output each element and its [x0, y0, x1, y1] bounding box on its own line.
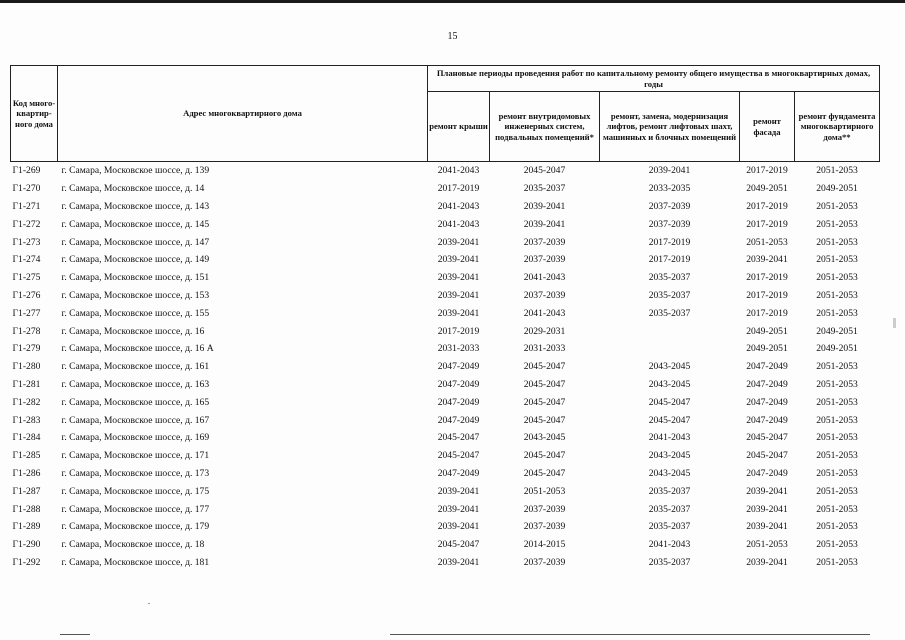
roof-cell: 2039-2041 [437, 307, 480, 319]
table-row [11, 447, 880, 465]
roof-cell: 2047-2049 [437, 414, 480, 426]
table-row [11, 536, 880, 554]
table-body [11, 162, 880, 572]
facade-cell: 2047-2049 [746, 378, 788, 390]
address-cell: г. Самара, Московское шоссе, д. 149 [61, 254, 210, 266]
roof-cell: 2047-2049 [437, 361, 480, 373]
header-row-group [11, 66, 880, 92]
address-cell: г. Самара, Московское шоссе, д. 16 [61, 325, 205, 337]
roof-cell: 2045-2047 [437, 432, 480, 444]
address-cell: г. Самара, Московское шоссе, д. 181 [61, 556, 210, 568]
facade-cell: 2049-2051 [746, 183, 788, 195]
systems-cell: 2014-2015 [523, 539, 566, 551]
foundation-cell: 2051-2053 [816, 236, 858, 248]
lifts-cell: 2041-2043 [648, 432, 691, 444]
table-row [11, 411, 880, 429]
systems-cell: 2031-2033 [523, 343, 566, 355]
header-code: Код много-квартир-ного дома [11, 66, 58, 162]
systems-cell: 2039-2041 [523, 218, 566, 230]
code-cell: Г1-290 [12, 539, 41, 551]
capital-repair-schedule-table [10, 65, 880, 571]
foundation-cell: 2051-2053 [816, 539, 858, 551]
address-cell: г. Самара, Московское шоссе, д. 139 [61, 165, 210, 177]
roof-cell: 2039-2041 [437, 236, 480, 248]
roof-cell: 2047-2049 [437, 378, 480, 390]
code-cell: Г1-271 [12, 200, 41, 212]
table-row [11, 269, 880, 287]
address-cell: г. Самара, Московское шоссе, д. 147 [61, 236, 210, 248]
table-row [11, 465, 880, 483]
facade-cell: 2051-2053 [746, 539, 788, 551]
table-row [11, 233, 880, 251]
code-cell: Г1-270 [12, 183, 41, 195]
table-row [11, 393, 880, 411]
foundation-cell: 2051-2053 [816, 503, 858, 515]
facade-cell: 2051-2053 [746, 236, 788, 248]
foundation-cell: 2051-2053 [816, 165, 858, 177]
table-row [11, 322, 880, 340]
code-cell: Г1-288 [12, 503, 41, 515]
facade-cell: 2039-2041 [746, 503, 788, 515]
systems-cell: 2045-2047 [523, 378, 566, 390]
foundation-cell: 2051-2053 [816, 200, 858, 212]
address-cell: г. Самара, Московское шоссе, д. 145 [61, 218, 210, 230]
facade-cell: 2049-2051 [746, 343, 788, 355]
foundation-cell: 2051-2053 [816, 361, 858, 373]
table-row [11, 482, 880, 500]
foundation-cell: 2051-2053 [816, 450, 858, 462]
table-row [11, 287, 880, 305]
systems-cell: 2039-2041 [523, 200, 566, 212]
header-facade: ремонт фасада [740, 92, 795, 162]
header-roof: ремонт крыши [428, 92, 490, 162]
foundation-cell: 2051-2053 [816, 556, 858, 568]
lifts-cell: 2035-2037 [648, 289, 691, 301]
table-row [11, 500, 880, 518]
address-cell: г. Самара, Московское шоссе, д. 151 [61, 272, 210, 284]
lifts-cell: 2045-2047 [648, 396, 691, 408]
roof-cell: 2017-2019 [437, 325, 480, 337]
roof-cell: 2045-2047 [437, 450, 480, 462]
roof-cell: 2017-2019 [437, 183, 480, 195]
lifts-cell [600, 322, 740, 340]
foundation-cell: 2051-2053 [816, 307, 858, 319]
foundation-cell: 2051-2053 [816, 414, 858, 426]
page-number: 15 [447, 31, 458, 42]
systems-cell: 2045-2047 [523, 396, 566, 408]
foundation-cell: 2049-2051 [816, 343, 858, 355]
code-cell: Г1-273 [12, 236, 41, 248]
facade-cell: 2039-2041 [746, 556, 788, 568]
systems-cell: 2037-2039 [523, 254, 566, 266]
code-cell: Г1-292 [12, 556, 41, 568]
roof-cell: 2039-2041 [437, 556, 480, 568]
facade-cell: 2017-2019 [746, 289, 788, 301]
facade-cell: 2039-2041 [746, 521, 788, 533]
address-cell: г. Самара, Московское шоссе, д. 153 [61, 289, 210, 301]
code-cell: Г1-289 [12, 521, 41, 533]
roof-cell: 2039-2041 [437, 289, 480, 301]
scan-speck [148, 603, 150, 604]
systems-cell: 2045-2047 [523, 165, 566, 177]
lifts-cell: 2043-2045 [648, 378, 691, 390]
address-cell: г. Самара, Московское шоссе, д. 171 [61, 450, 210, 462]
code-cell: Г1-286 [12, 467, 41, 479]
systems-cell: 2045-2047 [523, 467, 566, 479]
systems-cell: 2041-2043 [523, 307, 566, 319]
address-cell: г. Самара, Московское шоссе, д. 163 [61, 378, 210, 390]
systems-cell: 2029-2031 [523, 325, 566, 337]
facade-cell: 2017-2019 [746, 218, 788, 230]
header-address: Адрес многоквартирного дома [58, 66, 428, 162]
facade-cell: 2049-2051 [746, 325, 788, 337]
code-cell: Г1-280 [12, 361, 41, 373]
top-border-line [0, 0, 905, 3]
table-row [11, 429, 880, 447]
roof-cell: 2039-2041 [437, 272, 480, 284]
lifts-cell: 2043-2045 [648, 450, 691, 462]
facade-cell: 2047-2049 [746, 361, 788, 373]
lifts-cell: 2045-2047 [648, 414, 691, 426]
lifts-cell: 2017-2019 [648, 236, 691, 248]
code-cell: Г1-277 [12, 307, 41, 319]
lifts-cell: 2041-2043 [648, 539, 691, 551]
systems-cell: 2045-2047 [523, 414, 566, 426]
table-row [11, 304, 880, 322]
roof-cell: 2041-2043 [437, 200, 480, 212]
roof-cell: 2039-2041 [437, 521, 480, 533]
foundation-cell: 2051-2053 [816, 378, 858, 390]
code-cell: Г1-278 [12, 325, 41, 337]
lifts-cell: 2035-2037 [648, 485, 691, 497]
facade-cell: 2045-2047 [746, 432, 788, 444]
address-cell: г. Самара, Московское шоссе, д. 161 [61, 361, 210, 373]
table-row [11, 340, 880, 358]
facade-cell: 2047-2049 [746, 396, 788, 408]
lifts-cell: 2037-2039 [648, 218, 691, 230]
bottom-scan-line [60, 634, 90, 635]
lifts-cell: 2043-2045 [648, 361, 691, 373]
systems-cell: 2051-2053 [523, 485, 566, 497]
foundation-cell: 2051-2053 [816, 485, 858, 497]
roof-cell: 2047-2049 [437, 396, 480, 408]
lifts-cell: 2035-2037 [648, 307, 691, 319]
header-planned-periods: Плановые периоды проведения работ по капитальному ремонту общего имущества в многоквартирных домах, годы [428, 66, 880, 92]
roof-cell: 2031-2033 [437, 343, 480, 355]
address-cell: г. Самара, Московское шоссе, д. 16 А [61, 343, 214, 355]
roof-cell: 2039-2041 [437, 485, 480, 497]
address-cell: г. Самара, Московское шоссе, д. 179 [61, 521, 210, 533]
address-cell: г. Самара, Московское шоссе, д. 173 [61, 467, 210, 479]
code-cell: Г1-284 [12, 432, 41, 444]
facade-cell: 2039-2041 [746, 485, 788, 497]
facade-cell: 2047-2049 [746, 467, 788, 479]
header-lifts: ремонт, замена, модернизация лифтов, ремонт лифтовых шахт, машинных и блочных помещений [600, 92, 740, 162]
foundation-cell: 2051-2053 [816, 432, 858, 444]
systems-cell: 2037-2039 [523, 556, 566, 568]
foundation-cell: 2051-2053 [816, 218, 858, 230]
foundation-cell: 2051-2053 [816, 289, 858, 301]
foundation-cell: 2051-2053 [816, 467, 858, 479]
facade-cell: 2017-2019 [746, 272, 788, 284]
lifts-cell: 2035-2037 [648, 272, 691, 284]
lifts-cell [600, 340, 740, 358]
table-row [11, 251, 880, 269]
code-cell: Г1-279 [12, 343, 41, 355]
table-row [11, 162, 880, 180]
table-row [11, 198, 880, 216]
code-cell: Г1-276 [12, 289, 41, 301]
code-cell: Г1-269 [12, 165, 41, 177]
code-cell: Г1-274 [12, 254, 41, 266]
roof-cell: 2047-2049 [437, 467, 480, 479]
systems-cell: 2037-2039 [523, 289, 566, 301]
systems-cell: 2037-2039 [523, 236, 566, 248]
lifts-cell: 2039-2041 [648, 165, 691, 177]
roof-cell: 2041-2043 [437, 218, 480, 230]
roof-cell: 2045-2047 [437, 539, 480, 551]
facade-cell: 2017-2019 [746, 307, 788, 319]
table-row [11, 215, 880, 233]
address-cell: г. Самара, Московское шоссе, д. 177 [61, 503, 210, 515]
systems-cell: 2041-2043 [523, 272, 566, 284]
address-cell: г. Самара, Московское шоссе, д. 167 [61, 414, 210, 426]
address-cell: г. Самара, Московское шоссе, д. 165 [61, 396, 210, 408]
systems-cell: 2043-2045 [523, 432, 566, 444]
lifts-cell: 2033-2035 [648, 183, 691, 195]
lifts-cell: 2035-2037 [648, 556, 691, 568]
facade-cell: 2047-2049 [746, 414, 788, 426]
foundation-cell: 2049-2051 [816, 325, 858, 337]
facade-cell: 2039-2041 [746, 254, 788, 266]
systems-cell: 2035-2037 [523, 183, 566, 195]
foundation-cell: 2051-2053 [816, 254, 858, 266]
bottom-scan-line [390, 634, 870, 635]
code-cell: Г1-275 [12, 272, 41, 284]
code-cell: Г1-281 [12, 378, 41, 390]
foundation-cell: 2049-2051 [816, 183, 858, 195]
systems-cell: 2045-2047 [523, 361, 566, 373]
systems-cell: 2037-2039 [523, 503, 566, 515]
address-cell: г. Самара, Московское шоссе, д. 169 [61, 432, 210, 444]
systems-cell: 2037-2039 [523, 521, 566, 533]
foundation-cell: 2051-2053 [816, 521, 858, 533]
code-cell: Г1-272 [12, 218, 41, 230]
facade-cell: 2017-2019 [746, 200, 788, 212]
foundation-cell: 2051-2053 [816, 272, 858, 284]
table-row [11, 554, 880, 572]
scan-speck [893, 318, 896, 328]
code-cell: Г1-282 [12, 396, 41, 408]
foundation-cell: 2051-2053 [816, 396, 858, 408]
header-foundation: ремонт фундамента многоквартирного дома** [795, 92, 880, 162]
code-cell: Г1-287 [12, 485, 41, 497]
table-row [11, 518, 880, 536]
address-cell: г. Самара, Московское шоссе, д. 18 [61, 539, 205, 551]
code-cell: Г1-285 [12, 450, 41, 462]
address-cell: г. Самара, Московское шоссе, д. 175 [61, 485, 210, 497]
table-row [11, 180, 880, 198]
facade-cell: 2017-2019 [746, 165, 788, 177]
address-cell: г. Самара, Московское шоссе, д. 14 [61, 183, 205, 195]
code-cell: Г1-283 [12, 414, 41, 426]
systems-cell: 2045-2047 [523, 450, 566, 462]
lifts-cell: 2037-2039 [648, 200, 691, 212]
address-cell: г. Самара, Московское шоссе, д. 143 [61, 200, 210, 212]
lifts-cell: 2035-2037 [648, 503, 691, 515]
roof-cell: 2039-2041 [437, 254, 480, 266]
lifts-cell: 2043-2045 [648, 467, 691, 479]
facade-cell: 2045-2047 [746, 450, 788, 462]
lifts-cell: 2017-2019 [648, 254, 691, 266]
header-systems: ремонт внутридомовых инженерных систем, подвальных помещений* [490, 92, 600, 162]
address-cell: г. Самара, Московское шоссе, д. 155 [61, 307, 210, 319]
table-row [11, 358, 880, 376]
lifts-cell: 2035-2037 [648, 521, 691, 533]
roof-cell: 2041-2043 [437, 165, 480, 177]
table-row [11, 376, 880, 394]
roof-cell: 2039-2041 [437, 503, 480, 515]
